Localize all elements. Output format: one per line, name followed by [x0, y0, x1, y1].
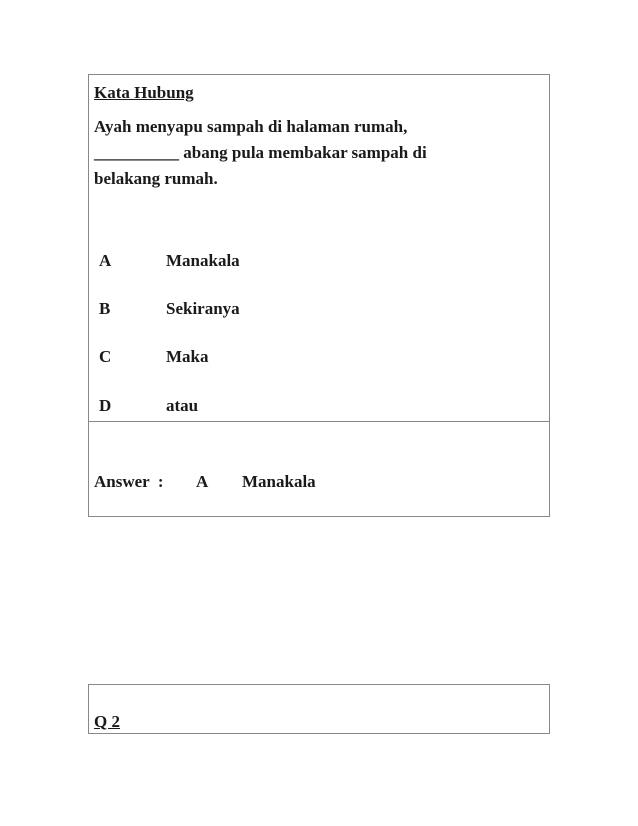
next-question-box: [88, 684, 550, 734]
option-d-text: atau: [166, 396, 199, 415]
question-title: Kata Hubung: [94, 83, 194, 102]
answer-text: Manakala: [242, 472, 316, 491]
next-question-label: Q 2: [94, 712, 120, 731]
option-c-letter: C: [99, 347, 112, 366]
option-a-letter: A: [99, 251, 112, 270]
question-line-2: __________ abang pula membakar sampah di: [94, 143, 427, 162]
option-c-text: Maka: [166, 347, 209, 366]
option-d-letter: D: [99, 396, 112, 415]
question-line-3: belakang rumah.: [94, 169, 218, 188]
answer-divider: [89, 421, 549, 422]
answer-letter: A: [196, 472, 209, 491]
question-line-1: Ayah menyapu sampah di halaman rumah,: [94, 117, 408, 136]
option-b-text: Sekiranya: [166, 299, 240, 318]
answer-label: Answer :: [94, 472, 164, 491]
option-a-text: Manakala: [166, 251, 240, 270]
question-box: [88, 74, 550, 517]
option-b-letter: B: [99, 299, 111, 318]
